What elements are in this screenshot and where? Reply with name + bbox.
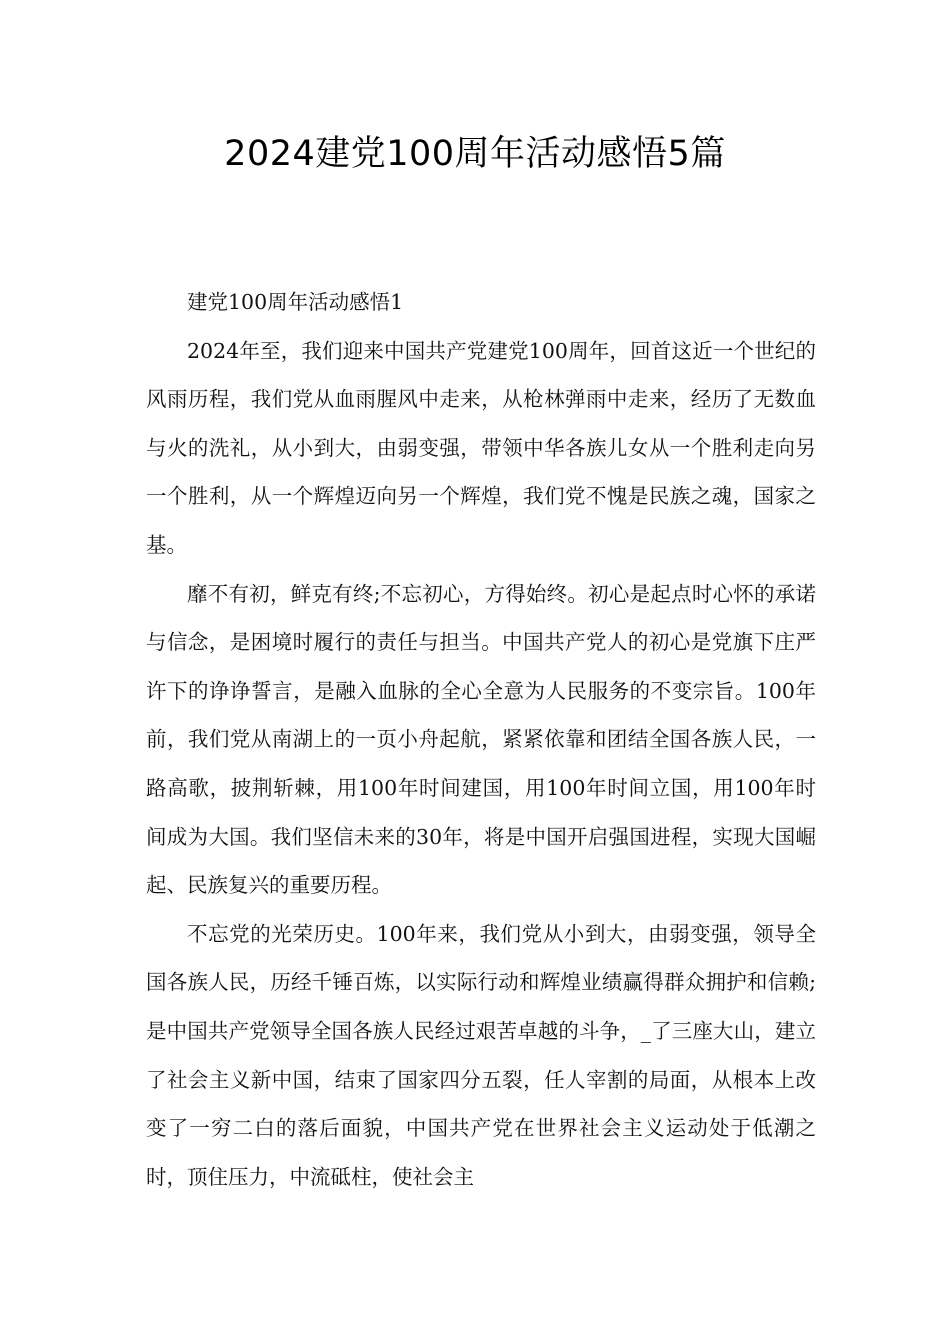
section-heading: 建党100周年活动感悟1 xyxy=(187,290,404,314)
document-title: 2024建党100周年活动感悟5篇 xyxy=(224,134,726,174)
body-paragraph: 2024年至，我们迎来中国共产党建党100周年，回首这近一个世纪的风雨历程，我们党从血雨腥风中走来，从枪林弹雨中走来，经历了无数血与火的洗礼，从小到大，由弱变强，带领中华各族儿女从一个胜利走向另一个胜利，从一个辉煌迈向另一个辉煌，我们党不愧是民族之魂，国家之基。 xyxy=(146,338,816,557)
body-paragraph: 靡不有初，鲜克有终;不忘初心，方得始终。初心是起点时心怀的承诺与信念，是困境时履行的责任与担当。中国共产党人的初心是党旗下庄严许下的诤诤誓言，是融入血脉的全心全意为人民服务的不变宗旨。100年前，我们党从南湖上的一页小舟起航，紧紧依靠和团结全国各族人民，一路高歌，披荆斩棘，用100年时间建国，用100年时间立国，用100年时间成为大国。我们坚信未来的30年，将是中国开启强国进程，实现大国崛起、民族复兴的重要历程。 xyxy=(146,581,816,898)
document-body xyxy=(146,278,816,1201)
body-paragraph: 不忘党的光荣历史。100年来，我们党从小到大，由弱变强，领导全国各族人民，历经千锤百炼，以实际行动和辉煌业绩赢得群众拥护和信赖;是中国共产党领导全国各族人民经过艰苦卓越的斗争，_了三座大山，建立了社会主义新中国，结束了国家四分五裂，任人宰割的局面，从根本上改变了一穷二白的落后面貌，中国共产党在世界社会主义运动处于低潮之时，顶住压力，中流砥柱，使社会主 xyxy=(146,921,816,1189)
